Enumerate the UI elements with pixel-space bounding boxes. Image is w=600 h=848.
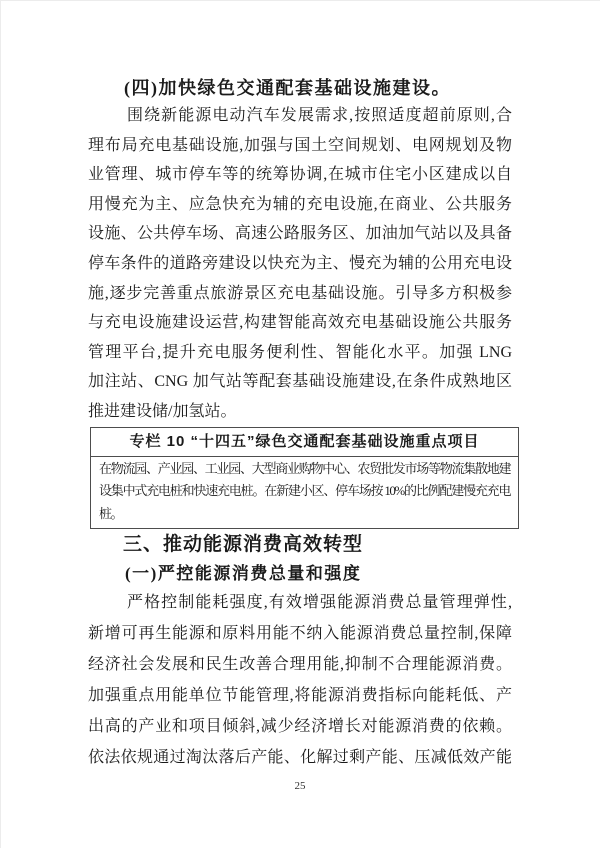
text-line: 理布局充电基础设施,加强与国土空间规划、电网规划及物 <box>88 136 512 154</box>
page-number: 25 <box>294 780 306 793</box>
paragraph-energy-consumption <box>88 587 512 773</box>
text-line: 在物流园、产业园、工业园、大型商业购物中心、农贸批发市场等物流集散地建 <box>99 460 510 476</box>
text-line: 推进建设储/加氢站。 <box>88 402 237 420</box>
feature-box-title: 专栏 10 “十四五”绿色交通配套基础设施重点项目 <box>91 428 518 457</box>
text-line: 加强重点用能单位节能管理,将能源消费指标向能耗低、产 <box>88 687 512 705</box>
feature-box-body <box>91 457 518 529</box>
text-line: 用慢充为主、应急快充为辅的充电设施,在商业、公共服务 <box>88 195 512 213</box>
section-heading-4: (四)加快绿色交通配套基础设施建设。 <box>124 78 451 98</box>
feature-box-column-10 <box>90 427 519 530</box>
text-line: 依法依规通过淘汰落后产能、化解过剩产能、压减低效产能 <box>88 749 512 767</box>
chapter-heading-3: 三、推动能源消费高效转型 <box>123 534 364 556</box>
text-line: 新增可再生能源和原料用能不纳入能源消费总量控制,保障 <box>88 625 512 643</box>
text-line: 设施、公共停车场、高速公路服务区、加油加气站以及具备 <box>88 225 512 243</box>
text-line: 出高的产业和项目倾斜,减少经济增长对能源消费的依赖。 <box>88 718 512 736</box>
text-line: 加注站、CNG 加气站等配套基础设施建设,在条件成熟地区 <box>88 373 512 391</box>
text-line: 施,逐步完善重点旅游景区充电基础设施。引导多方积极参 <box>88 284 512 302</box>
text-line: 严格控制能耗强度,有效增强能源消费总量管理弹性, <box>127 594 512 612</box>
text-line: 围绕新能源电动汽车发展需求,按照适度超前原则,合 <box>127 107 512 124</box>
text-line: 桩。 <box>99 505 123 521</box>
paragraph-charging-infrastructure <box>88 101 512 427</box>
text-line: 管理平台,提升充电服务便利性、智能化水平。加强 LNG <box>88 343 512 361</box>
subsection-heading-1: (一)严控能源消费总量和强度 <box>125 564 362 584</box>
text-line: 设集中式充电桩和快速充电桩。在新建小区、停车场按 10%的比例配建慢充充电 <box>99 483 510 499</box>
text-line: 业管理、城市停车等的统筹协调,在城市住宅小区建成以自 <box>88 166 512 184</box>
text-line: 停车条件的道路旁建设以快充为主、慢充为辅的公用充电设 <box>88 254 512 272</box>
text-line: 与充电设施建设运营,构建智能高效充电基础设施公共服务 <box>88 314 512 332</box>
text-line: 经济社会发展和民生改善合理用能,抑制不合理能源消费。 <box>88 656 512 674</box>
